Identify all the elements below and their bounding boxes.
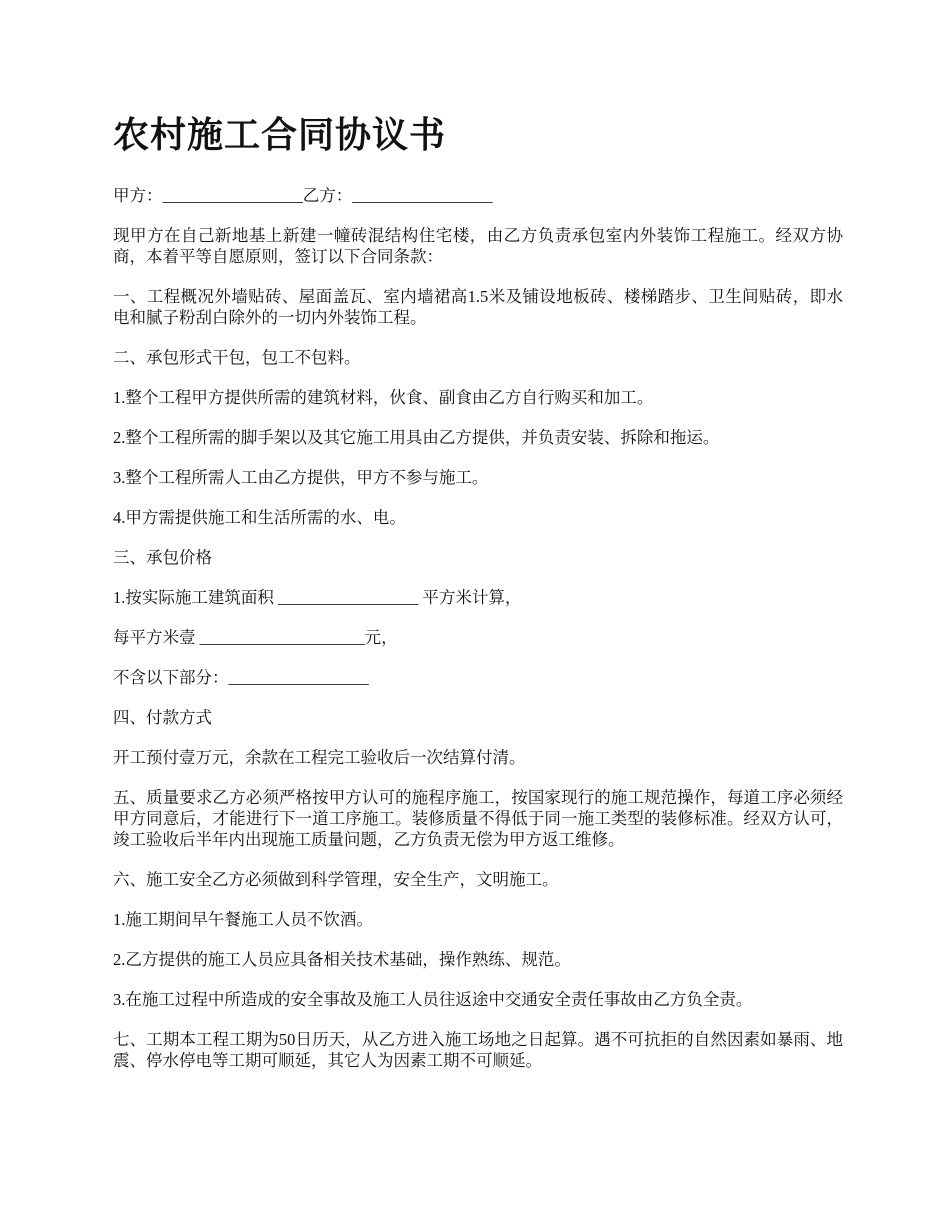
section-7-paragraph: 七、工期本工程工期为50日历天，从乙方进入施工场地之日起算。遇不可抗拒的自然因素如暴雨、地震、停水停电等工期可顺延，其它人为因素工期不可顺延。	[113, 1030, 843, 1070]
section-5-paragraph: 五、质量要求乙方必须严格按甲方认可的施程序施工，按国家现行的施工规范操作，每道工序必须经甲方同意后，才能进行下一道工序施工。装修质量不得低于同一施工类型的装修标准。经双方认可，竣工验收后半年内出现施工质量问题，乙方负责无偿为甲方返工维修。	[113, 788, 843, 849]
party-line: 甲方：_________________乙方：_________________	[113, 186, 493, 205]
document-title: 农村施工合同协议书	[113, 115, 447, 156]
section-2-item-2: 2.整个工程所需的脚手架以及其它施工用具由乙方提供，并负责安装、拆除和拖运。	[113, 428, 720, 447]
document-page	[113, 112, 843, 1090]
preamble-paragraph: 现甲方在自己新地基上新建一幢砖混结构住宅楼，由乙方负责承包室内外装饰工程施工。经双方协商，本着平等自愿原则，签订以下合同条款：	[113, 226, 843, 266]
section-6-item-1: 1.施工期间早午餐施工人员不饮酒。	[113, 910, 373, 929]
section-3-unit-price: 每平方米壹 ____________________元，	[113, 628, 398, 647]
section-1-paragraph: 一、工程概况外墙贴砖、屋面盖瓦、室内墙裙高1.5米及铺设地板砖、楼梯踏步、卫生间贴砖，即水电和腻子粉刮白除外的一切内外装饰工程。	[113, 287, 843, 327]
section-4-heading: 四、付款方式	[113, 708, 212, 727]
section-6-item-3: 3.在施工过程中所造成的安全事故及施工人员往返途中交通安全责任事故由乙方负全责。	[113, 990, 753, 1009]
section-2-item-4: 4.甲方需提供施工和生活所需的水、电。	[113, 508, 406, 527]
section-2-item-1: 1.整个工程甲方提供所需的建筑材料，伙食、副食由乙方自行购买和加工。	[113, 388, 654, 407]
section-3-exclusions: 不含以下部分：_________________	[113, 668, 369, 687]
section-2-heading: 二、承包形式干包，包工不包料。	[113, 348, 361, 367]
section-6-heading: 六、施工安全乙方必须做到科学管理，安全生产，文明施工。	[113, 870, 559, 889]
section-4-paragraph: 开工预付壹万元，余款在工程完工验收后一次结算付清。	[113, 748, 526, 767]
section-3-item-1: 1.按实际施工建筑面积 _________________ 平方米计算，	[113, 588, 522, 607]
section-3-heading: 三、承包价格	[113, 548, 212, 567]
section-2-item-3: 3.整个工程所需人工由乙方提供，甲方不参与施工。	[113, 468, 489, 487]
section-6-item-2: 2.乙方提供的施工人员应具备相关技术基础，操作熟练、规范。	[113, 950, 571, 969]
